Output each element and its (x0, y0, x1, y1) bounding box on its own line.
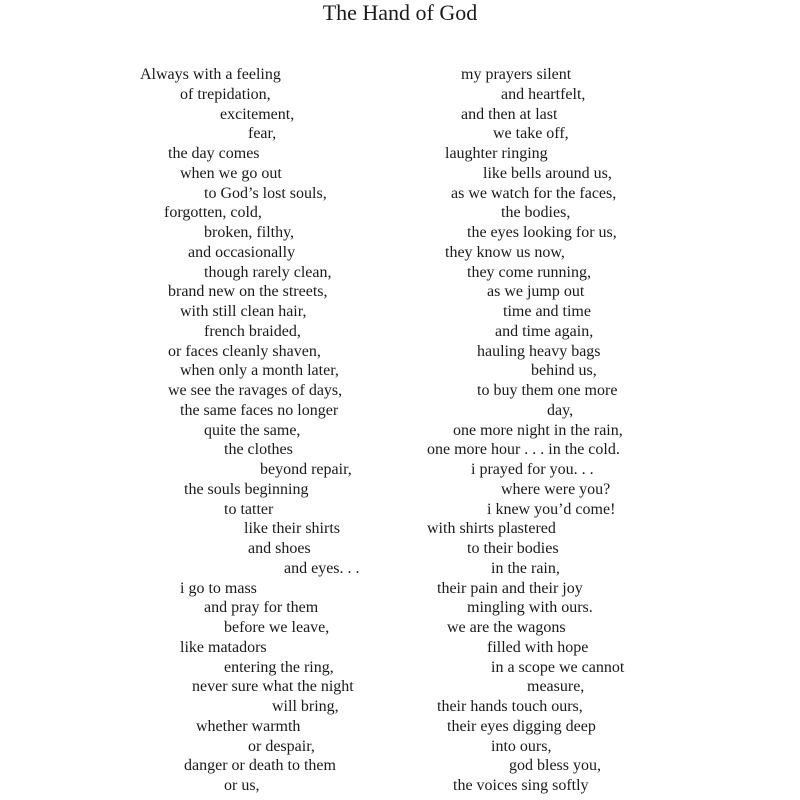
poem-line: and heartfelt, (501, 85, 586, 103)
poem-right-column (427, 65, 757, 796)
poem-line: when only a month later, (180, 362, 339, 380)
poem-line: like matadors (180, 638, 267, 656)
poem-line: they know us now, (445, 243, 565, 261)
poem-line: one more night in the rain, (453, 421, 623, 439)
poem-line: to tatter (224, 500, 274, 518)
poem-line: forgotten, cold, (164, 204, 262, 222)
poem-line: as we watch for the faces, (451, 184, 617, 202)
poem-line: the clothes (224, 441, 293, 459)
poem-line: i go to mass (180, 579, 257, 597)
poem-line: before we leave, (224, 619, 330, 636)
poem-line: excitement, (220, 105, 295, 123)
poem-line: in the rain, (491, 559, 560, 577)
poem-line: their pain and their joy (437, 579, 583, 597)
poem-line: entering the ring, (224, 658, 334, 676)
poem-line: the voices sing softly (453, 777, 589, 794)
poem-line: with still clean hair, (180, 303, 307, 320)
poem-line: measure, (527, 678, 585, 696)
poem-line: time and time (503, 303, 591, 320)
poem-line: one more hour . . . in the cold. (427, 441, 620, 459)
poem-line: into ours, (491, 737, 552, 755)
poem-line: and then at last (461, 105, 558, 123)
poem-line: brand new on the streets, (168, 283, 328, 301)
poem-line: to their bodies (467, 540, 559, 557)
poem-line: we see the ravages of days, (168, 382, 343, 399)
poem-title: The Hand of God (322, 0, 478, 25)
poem-line: in a scope we cannot (491, 658, 625, 676)
poem-line: day, (547, 401, 574, 419)
poem-line: and occasionally (188, 243, 296, 261)
poem-line: behind us, (531, 362, 597, 380)
poem-line: we are the wagons (447, 619, 566, 636)
poem-line: the same faces no longer (180, 401, 339, 419)
poem-line: as we jump out (487, 283, 585, 301)
poem-line: quite the same, (204, 421, 301, 439)
poem-line: laughter ringing (445, 145, 548, 162)
poem-line: their hands touch ours, (437, 698, 583, 715)
poem-line: will bring, (272, 698, 339, 715)
poem-line: i knew you’d come! (487, 500, 616, 518)
poem-line: the eyes looking for us, (467, 224, 617, 241)
poem-line: mingling with ours. (467, 599, 593, 617)
poem-line: my prayers silent (461, 66, 572, 83)
poem-line: to God’s lost souls, (204, 184, 327, 202)
poem-line: hauling heavy bags (477, 342, 601, 360)
poem-line: or us, (224, 777, 260, 794)
poem-line: filled with hope (487, 638, 589, 656)
poem-line: whether warmth (196, 717, 301, 735)
poem-line: with shirts plastered (427, 520, 556, 538)
poem-line: their eyes digging deep (447, 717, 596, 735)
poem-line: to buy them one more (477, 382, 618, 399)
poem-line: though rarely clean, (204, 263, 332, 281)
poem-line: fear, (248, 125, 277, 143)
poem-line: danger or death to them (184, 757, 336, 775)
poem-line: or faces cleanly shaven, (168, 342, 321, 360)
poem-line: of trepidation, (180, 85, 271, 103)
poem-line: never sure what the night (192, 678, 354, 696)
poem-line: god bless you, (509, 757, 601, 775)
poem-line: and time again, (495, 322, 594, 340)
poem-line: french braided, (204, 322, 301, 340)
poem-line: or despair, (248, 737, 315, 755)
poem-line: the bodies, (501, 204, 571, 222)
poem-line: we take off, (493, 125, 569, 143)
poem-line: i prayed for you. . . (471, 461, 594, 478)
poem-line: and eyes. . . (284, 559, 360, 577)
poem-line: and pray for them (204, 599, 319, 617)
poem-line: when we go out (180, 164, 282, 182)
poem-left-column (140, 65, 430, 796)
poem-line: and shoes (248, 540, 311, 557)
poem-line: broken, filthy, (204, 224, 295, 241)
poem-line: beyond repair, (260, 461, 352, 478)
poem-line: like bells around us, (483, 164, 612, 182)
poem-line: the souls beginning (184, 480, 309, 498)
poem-line: Always with a feeling (140, 66, 281, 83)
poem-line: they come running, (467, 263, 591, 281)
poem-line: the day comes (168, 145, 260, 162)
poem-line: where were you? (501, 480, 611, 498)
poem-line: like their shirts (244, 520, 340, 538)
